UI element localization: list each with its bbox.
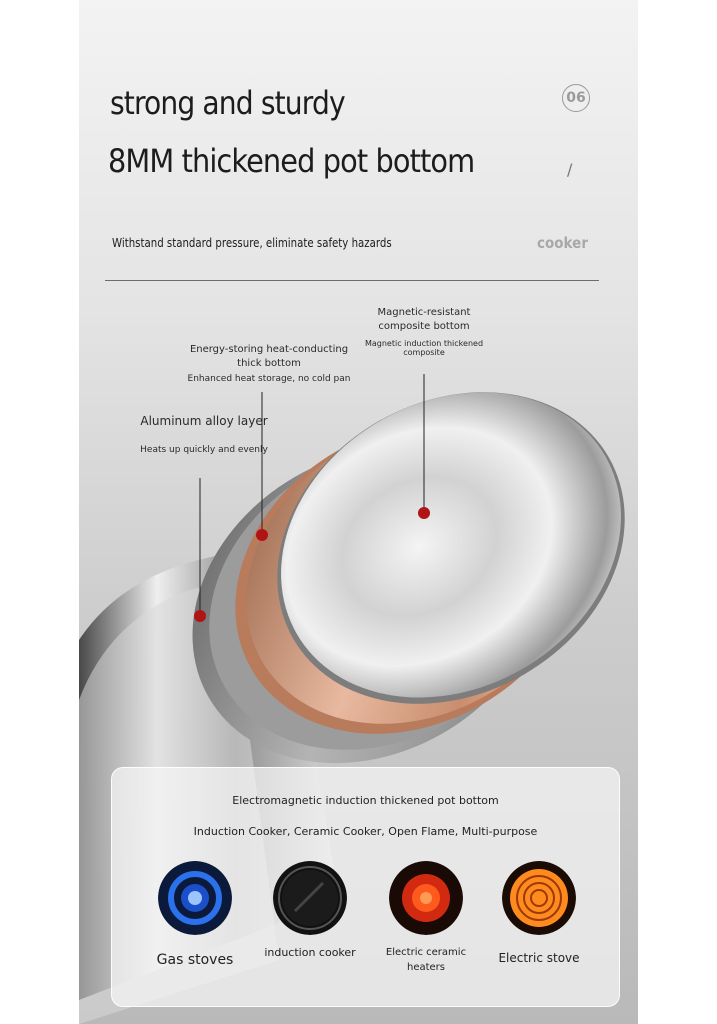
energy-layer-title: Energy-storing heat-conducting thick bottom [189, 344, 349, 369]
brand-watermark: cooker [537, 234, 588, 252]
product-panel [79, 0, 638, 1024]
section-number-badge: 06 [562, 84, 590, 112]
aluminum-layer-title: Aluminum alloy layer [140, 414, 268, 428]
gas-flame-icon [158, 861, 232, 935]
subtitle: Withstand standard pressure, eliminate safety hazards [112, 236, 392, 250]
stove-label-electric: Electric stove [498, 951, 580, 965]
compatibility-card [111, 767, 620, 1007]
stove-label-induction: induction cooker [264, 946, 356, 959]
electric-coil-icon [502, 861, 576, 935]
magnetic-layer-title: Magnetic-resistant composite bottom [377, 307, 471, 332]
slash-mark: / [567, 160, 573, 179]
marker-magnetic-layer [418, 507, 430, 519]
induction-cooktop-icon [273, 861, 347, 935]
stove-label-ceramic: Electric ceramic heaters [385, 947, 467, 973]
marker-energy-layer [256, 529, 268, 541]
divider [105, 280, 599, 281]
headline-secondary: 8MM thickened pot bottom [108, 142, 475, 180]
ceramic-heater-icon [389, 861, 463, 935]
marker-aluminum-layer [194, 610, 206, 622]
headline-primary: strong and sturdy [110, 84, 345, 122]
compatibility-heading: Electromagnetic induction thickened pot bottom [232, 794, 499, 807]
aluminum-layer-detail: Heats up quickly and evenly [140, 445, 268, 455]
compatibility-subheading: Induction Cooker, Ceramic Cooker, Open Flame, Multi-purpose [193, 825, 538, 838]
stove-label-gas: Gas stoves [156, 952, 234, 968]
energy-layer-detail: Enhanced heat storage, no cold pan [187, 374, 351, 384]
magnetic-layer-detail: Magnetic induction thickened composite [364, 339, 484, 357]
